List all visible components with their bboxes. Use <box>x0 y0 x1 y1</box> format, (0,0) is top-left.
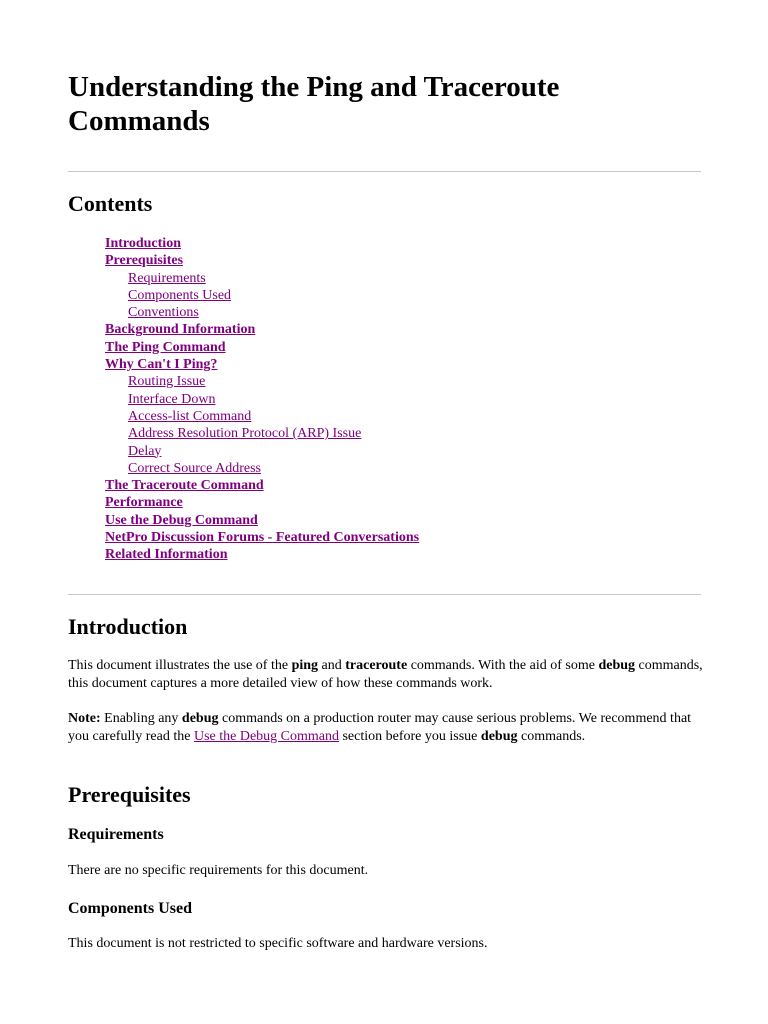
toc-link-access-list-command[interactable]: Access-list Command <box>128 408 252 424</box>
toc-link-routing-issue[interactable]: Routing Issue <box>128 374 206 390</box>
page-title: Understanding the Ping and Traceroute Commands <box>68 71 560 137</box>
toc-link-use-the-debug-command[interactable]: Use the Debug Command <box>105 512 258 528</box>
toc-link-the-ping-command[interactable]: The Ping Command <box>105 339 226 355</box>
introduction-heading: Introduction <box>68 614 188 639</box>
contents-heading: Contents <box>68 191 153 216</box>
introduction-paragraph: This document illustrates the use of the ping and traceroute commands. With the aid of some debug commands, this document captures a more detailed view of how these commands work. <box>68 658 703 691</box>
toc-link-delay[interactable]: Delay <box>128 443 162 459</box>
toc-link-prerequisites[interactable]: Prerequisites <box>105 253 184 269</box>
note-label: Note: <box>68 711 101 726</box>
requirements-text: There are no specific requirements for this document. <box>68 863 369 878</box>
table-of-contents <box>105 235 419 564</box>
components-used-text: This document is not restricted to specific software and hardware versions. <box>68 936 488 951</box>
divider <box>68 171 701 172</box>
toc-link-why-can-t-i-ping[interactable]: Why Can't I Ping? <box>105 357 218 373</box>
toc-link-performance[interactable]: Performance <box>105 495 183 511</box>
use-debug-command-link[interactable]: Use the Debug Command <box>193 729 339 744</box>
note-paragraph: Note: Enabling any debug commands on a production router may cause serious problems. We recommend that you carefully read the Use the Debug Command section before you issue debug commands. <box>68 711 692 744</box>
toc-link-related-information[interactable]: Related Information <box>105 547 228 563</box>
toc-link-the-traceroute-command[interactable]: The Traceroute Command <box>105 478 264 494</box>
toc-link-address-resolution-protocol-arp-issue[interactable]: Address Resolution Protocol (ARP) Issue <box>128 426 362 442</box>
toc-link-correct-source-address[interactable]: Correct Source Address <box>128 460 261 476</box>
toc-link-conventions[interactable]: Conventions <box>128 305 199 321</box>
toc-link-background-information[interactable]: Background Information <box>105 322 256 338</box>
toc-link-netpro-discussion-forums-featured-conversations[interactable]: NetPro Discussion Forums - Featured Conversations <box>105 530 420 546</box>
toc-link-introduction[interactable]: Introduction <box>105 236 181 251</box>
toc-link-requirements[interactable]: Requirements <box>128 270 206 286</box>
toc-link-interface-down[interactable]: Interface Down <box>128 391 216 407</box>
requirements-heading: Requirements <box>68 826 164 843</box>
divider <box>68 594 701 595</box>
components-used-heading: Components Used <box>68 900 193 917</box>
prerequisites-heading: Prerequisites <box>68 782 191 807</box>
toc-link-components-used[interactable]: Components Used <box>128 287 232 303</box>
